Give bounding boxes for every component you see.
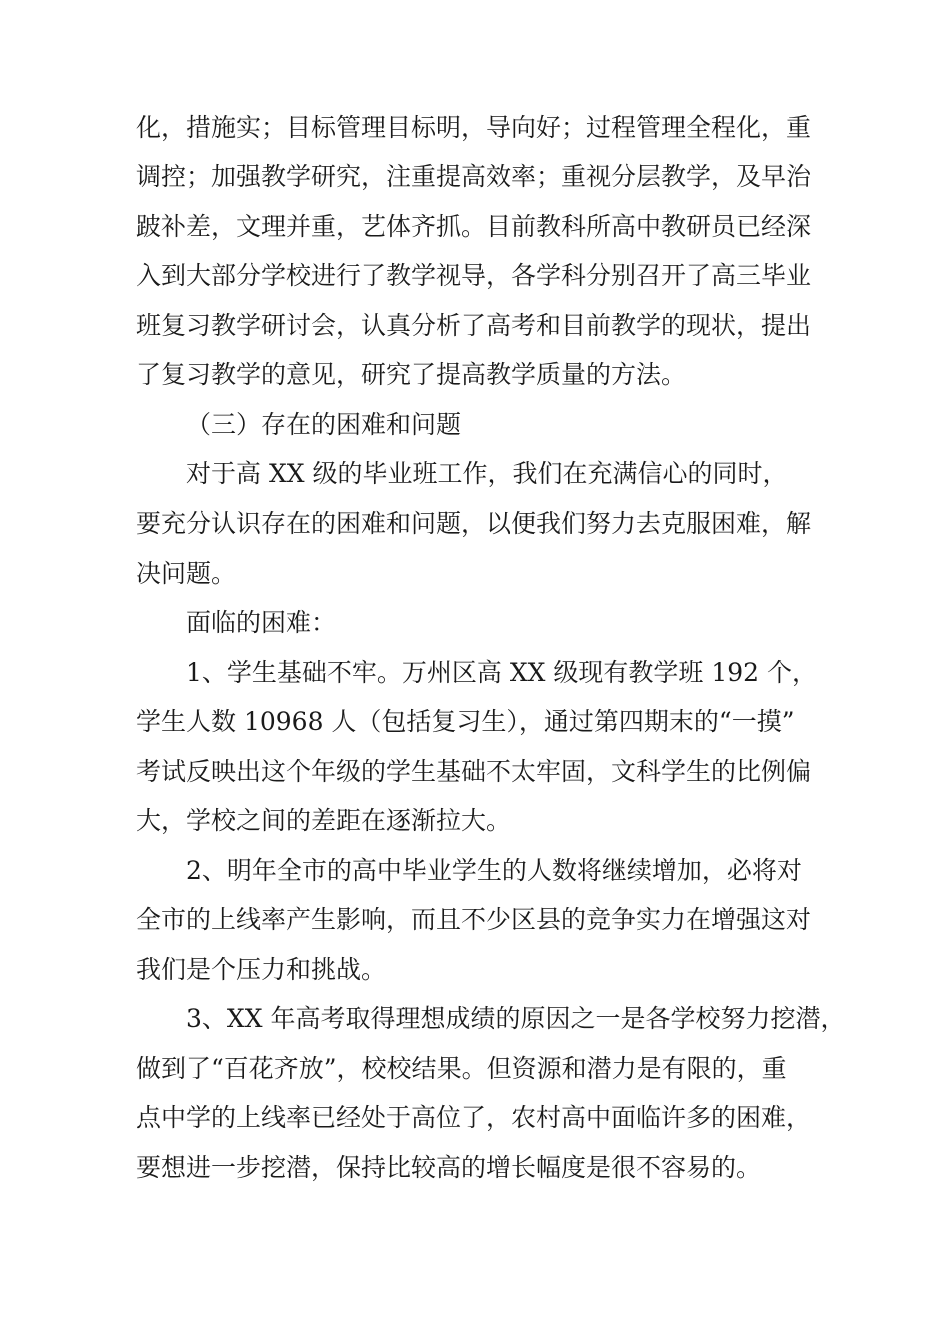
text-line: 学生人数 10968 人（包括复习生），通过第四期末的“一摸” — [136, 707, 795, 736]
text-line: 点中学的上线率已经处于高位了，农村高中面临许多的困难， — [136, 1103, 812, 1132]
text-line: 面临的困难： — [186, 608, 337, 637]
text-line: 全市的上线率产生影响，而且不少区县的竞争实力在增强这对 — [136, 905, 812, 934]
section-heading: （三）存在的困难和问题 — [186, 410, 462, 439]
text-line: 1、学生基础不牢。万州区高 XX 级现有教学班 192 个， — [186, 658, 818, 687]
text-line: 我们是个压力和挑战。 — [136, 955, 387, 984]
text-line: 做到了“百花齐放”，校校结果。但资源和潜力是有限的，重 — [136, 1054, 787, 1083]
text-line: 3、XX 年高考取得理想成绩的原因之一是各学校努力挖潜， — [186, 1004, 846, 1033]
text-line: 考试反映出这个年级的学生基础不太牢固，文科学生的比例偏 — [136, 757, 812, 786]
text-line: 2、明年全市的高中毕业学生的人数将继续增加，必将对 — [186, 856, 802, 885]
text-line: 大，学校之间的差距在逐渐拉大。 — [136, 806, 512, 835]
text-line: 班复习教学研讨会，认真分析了高考和目前教学的现状，提出 — [136, 311, 812, 340]
text-line: 了复习教学的意见，研究了提高教学质量的方法。 — [136, 360, 687, 389]
text-line: 对于高 XX 级的毕业班工作，我们在充满信心的同时， — [186, 459, 788, 488]
text-line: 化，措施实；目标管理目标明，导向好；过程管理全程化，重 — [136, 113, 812, 142]
text-line: 决问题。 — [136, 559, 237, 588]
text-line: 跛补差，文理并重，艺体齐抓。目前教科所高中教研员已经深 — [136, 212, 812, 241]
text-line: 要充分认识存在的困难和问题，以便我们努力去克服困难，解 — [136, 509, 812, 538]
text-line: 调控；加强教学研究，注重提高效率；重视分层教学，及早治 — [136, 162, 812, 191]
text-line: 要想进一步挖潜，保持比较高的增长幅度是很不容易的。 — [136, 1153, 762, 1182]
text-line: 入到大部分学校进行了教学视导，各学科分别召开了高三毕业 — [136, 261, 812, 290]
